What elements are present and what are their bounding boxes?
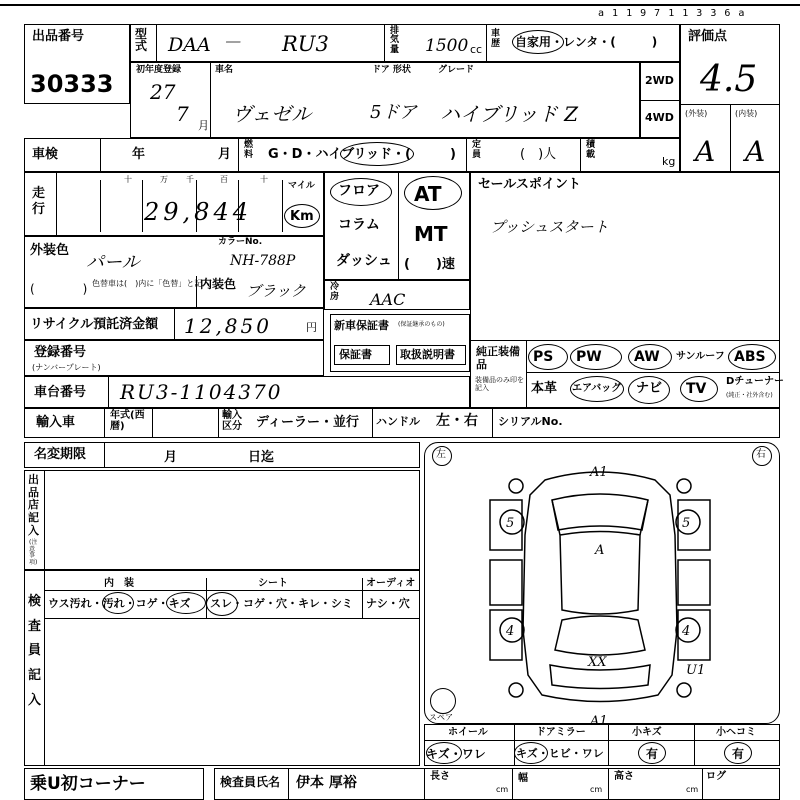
inspector-audio-label: オーディオ [366,578,416,589]
equip-tuner[interactable]: Dチューナー [726,376,785,387]
int-color-label: 内装色 [200,277,237,291]
displacement-unit: cc [470,43,483,56]
floor-selected-circle [330,178,392,206]
mark-left-front: 5 [506,516,515,531]
length-unit: cm [496,785,509,794]
model-dash: － [222,32,242,54]
abs-circle [728,344,776,370]
shaken-year-unit: 年 [132,147,146,162]
trans-at[interactable]: AT [414,182,442,206]
diagram-right: 右 [756,449,766,460]
exhibitor-box [24,470,420,570]
lot-number: 30333 [30,70,114,98]
use-selected-circle [512,30,564,54]
recycle-label: リサイクル預託済金額 [30,317,159,332]
mark-left-rear: 4 [506,624,515,639]
color-no-label: カラーNo. [218,237,263,247]
ac-value: AAC [370,290,406,309]
ps-circle [528,344,568,370]
top-rule [0,4,800,6]
width-label: 幅 [518,773,528,784]
grade-label: 評価点 [688,29,728,44]
use-options: 自家用・レンタ・( ) [515,35,658,49]
grade-value: 4.5 [700,59,758,100]
import-class-label: 輸入区分 [222,410,242,432]
grade-sub-value: ハイブリッド Z [440,102,579,126]
inspector-name-label: 検査員氏名 [220,775,281,789]
trans-floor[interactable]: フロア [338,183,380,199]
warranty-label: 新車保証書 [334,319,389,332]
mark-right-front: 5 [682,516,691,531]
km-selected-circle [284,204,320,228]
load-label: 積載 [586,140,596,160]
equip-tv[interactable]: TV [686,381,707,397]
door-label: ドア 形状 [372,65,411,75]
small-dent-label: 小ヘコミ [716,727,756,738]
length-label: 長さ [430,771,450,782]
mark-front-a1: A1 [590,465,608,480]
warranty-sub: (保証継承のもの) [398,321,445,328]
name-label: 車名 [215,65,234,75]
tv-circle [680,376,718,402]
chassis-label: 車台番号 [34,385,87,400]
name-value: ヴェゼル [232,102,312,126]
diagram-spare: スペア [429,713,453,722]
height-label: 高さ [614,771,634,782]
mark-right-rear: 4 [682,624,691,639]
fuel-label: 燃料 [244,140,254,160]
digit-label-1: 万 [160,175,168,184]
chassis-value: RU3-1104370 [120,380,283,404]
equipment-label: 純正装備品 [476,345,520,371]
exhibitor-sub: (注意事項) [29,539,38,566]
first-reg-value: 27 [150,80,176,104]
color-change-note: 色替車は( )内に「色替」と記入 [92,279,211,288]
name-change-day: 日迄 [248,450,275,465]
mirror-circle [514,742,548,764]
import-class-options: ディーラー・並行 [256,415,359,430]
diagram-left: 左 [436,449,446,460]
small-scratch-value: 有 [646,747,659,761]
digit-label-3: 百 [220,175,228,184]
corner-label: 乗U初コーナー [30,774,146,794]
mark-roof-a: A [595,543,605,558]
drive-4wd[interactable]: 4WD [645,111,674,124]
equip-leather[interactable]: 本革 [531,381,558,396]
exhibitor-label: 出品店記入 [28,473,39,537]
import-year-label: 年式(西暦) [110,410,145,432]
name-change-label: 名変期限 [34,447,87,462]
fuel-options: G・D・ハイブリッド・( ) [268,147,456,162]
mirror-label: ドアミラー [536,727,586,738]
wear-circle [206,592,238,616]
interior-label: (内装) [735,109,758,118]
ac-label: 冷房 [330,282,340,302]
barcode-code: a 1 1 9 7 1 1 3 3 6 a [598,8,746,19]
equip-sunroof[interactable]: サンルーフ [676,351,725,362]
model-code: RU3 [282,32,329,56]
recycle-unit: 円 [306,321,317,334]
car-diagram-svg [480,460,720,729]
inspector-interior-label: 内 装 [104,578,134,589]
displacement-label: 排気量 [390,26,400,55]
inspector-seat-label: シート [258,578,288,589]
capacity-value: ( )人 [520,147,557,162]
sales-label: セールスポイント [478,177,581,192]
small-scratch-label: 小キズ [632,727,662,738]
mark-rear-u1: U1 [686,663,706,678]
wheel-label: ホイール [448,727,488,738]
log-label: ログ [706,771,726,782]
lot-label: 出品番号 [32,29,85,44]
ext-color-label: 外装色 [30,243,70,258]
registration-label: 登録番号 [34,345,87,360]
sales-value: プッシュスタート [490,218,609,236]
displacement-value: 1500 [425,36,469,56]
wheel-circle [426,742,462,764]
exterior-value: A [695,135,716,168]
small-dent-circle [724,742,752,764]
first-reg-label: 初年度登録 [136,65,182,75]
at-selected-circle [404,176,462,210]
trans-dash[interactable]: ダッシュ [336,253,392,269]
interior-value: A [745,135,766,168]
shaken-month-unit: 月 [218,147,232,162]
name-change-month: 月 [164,450,178,465]
trans-column[interactable]: コラム [338,217,380,233]
digit-label-2: 千 [186,175,194,184]
mileage-label: 走行 [32,186,46,217]
serial-label: シリアルNo. [498,415,563,428]
mark-rear-a1: A1 [590,714,608,729]
model-label: 型式 [135,27,148,53]
fuel-selected-circle [340,142,414,166]
equipment-note: 装備品のみ印を記入 [475,376,524,393]
warranty-btn2[interactable]: 取扱説明書 [400,348,455,361]
inspector-audio-items: ナシ・穴 [366,597,410,610]
small-dent-value: 有 [732,747,745,761]
first-reg-month-unit: 月 [198,119,209,132]
height-unit: cm [686,785,699,794]
color-no-value: NH-788P [230,253,296,269]
equip-abs[interactable]: ABS [734,349,766,365]
small-scratch-circle [638,742,666,764]
inspector-label: 検査員記入 [28,594,42,708]
equip-navi[interactable]: ナビ [636,381,663,396]
scratch-circle [166,592,206,614]
model-prefix: DAA [168,34,211,56]
mileage-value: 29,844 [144,198,252,226]
navi-circle [628,376,670,404]
ext-color-value: パール [86,252,140,273]
trans-speed: ( )速 [404,257,455,272]
trans-mt[interactable]: MT [414,222,448,246]
equip-aw[interactable]: AW [634,349,660,365]
aw-circle [628,344,672,370]
width-unit: cm [590,785,603,794]
handle-options: 左・右 [436,413,478,429]
exterior-label: (外装) [685,109,708,118]
handle-label: ハンドル [376,415,420,428]
airbag-circle [570,376,624,402]
drive-2wd[interactable]: 2WD [645,74,674,87]
use-label: 車歴 [491,29,501,49]
registration-sub: (ナンバープレート) [32,363,101,372]
digit-label-0: 十 [124,175,132,184]
equip-ps[interactable]: PS [533,349,554,365]
mileage-unit-km: Km [290,209,314,224]
inspector-name: 伊本 厚裕 [296,775,357,791]
first-reg-month: 7 [176,102,189,126]
shaken-label: 車検 [32,147,59,162]
door-value: 5ドア [370,102,417,123]
import-label: 輸入車 [36,415,76,430]
equip-pw[interactable]: PW [576,349,602,365]
int-color-value: ブラック [246,282,306,300]
recycle-value: 12,850 [184,314,272,338]
equip-airbag[interactable]: エアバッグ [572,383,622,394]
capacity-label: 定員 [472,140,482,160]
spare-circle [430,688,456,714]
mark-rear-xx: XX [588,655,607,670]
inspector-interior-items: ウス汚れ・汚れ・コゲ・キズ [48,597,191,610]
dirt-circle [102,592,134,614]
digit-label-4: 十 [260,175,268,184]
equip-tuner-sub: (純正・社外含む) [726,392,773,399]
grade-sub-label: グレード [438,65,475,75]
warranty-btn1[interactable]: 保証書 [339,348,372,361]
wheel-items: キズ・ワレ [426,747,486,761]
load-unit: kg [662,155,676,168]
color-change-paren: ( ) [30,282,88,296]
pw-circle [570,344,622,370]
inspector-seat-items: スレ・コゲ・穴・キレ・シミ [210,597,353,610]
mirror-items: キズ・ヒビ・ワレ [516,747,604,760]
mileage-unit-mile: マイル [288,181,315,191]
